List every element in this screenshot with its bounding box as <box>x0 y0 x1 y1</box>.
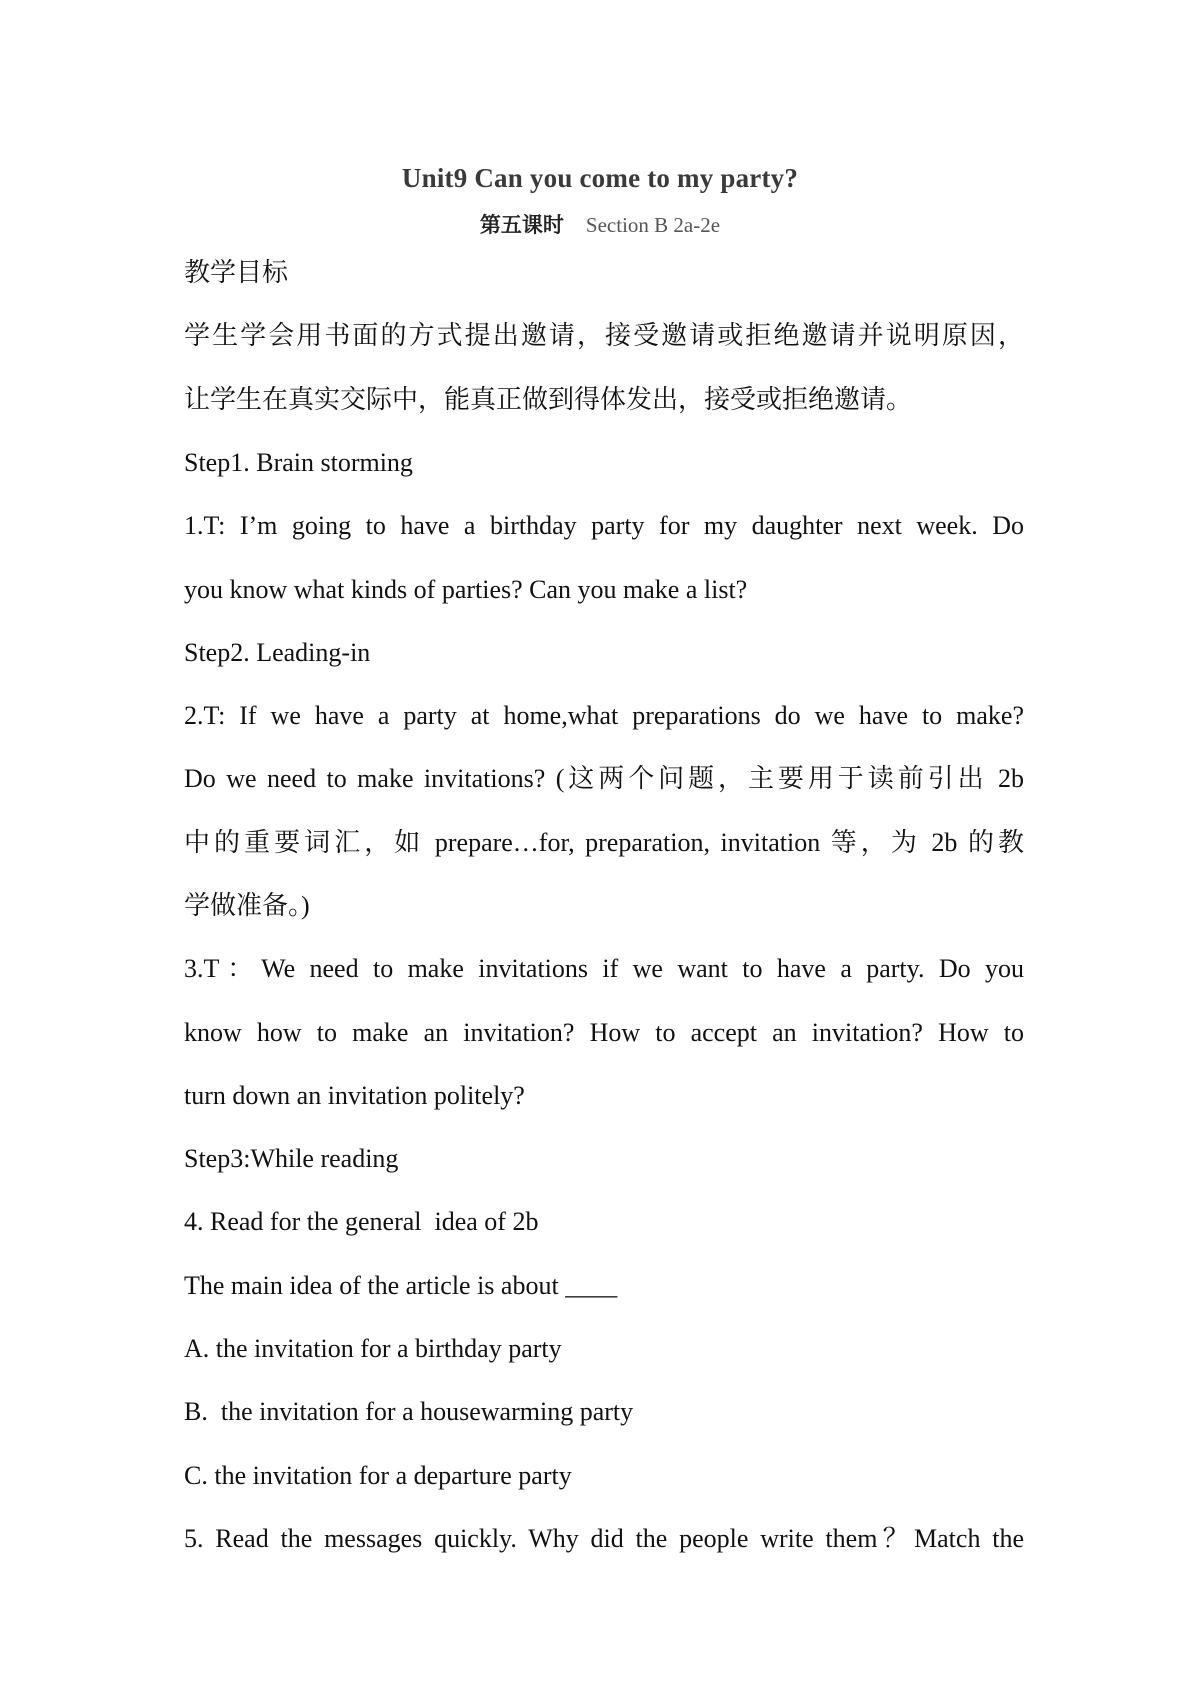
section-label: Section B 2a-2e <box>585 213 721 237</box>
question-4: 4. Read for the general idea of 2b <box>184 1207 539 1236</box>
option-c: C. the invitation for a departure party <box>184 1461 572 1490</box>
step2-paragraph-line: 中的重要词汇，如 prepare…for, preparation, invitation 等，为 2b 的教 <box>184 828 1024 857</box>
step2-paragraph-line: Do we need to make invitations? (这两个问题，主要用于读前引出 2b <box>184 764 1024 793</box>
step2-paragraph-line: 2.T: If we have a party at home,what preparations do we have to make? <box>184 701 1024 730</box>
objectives-heading: 教学目标 <box>184 258 289 287</box>
step2-paragraph-line: know how to make an invitation? How to accept an invitation? How to <box>184 1018 1024 1047</box>
document-title: Unit9 Can you come to my party? <box>401 163 799 193</box>
step2-paragraph-line: 学做准备。) <box>184 891 310 920</box>
question-4-stem: The main idea of the article is about ____ <box>184 1271 618 1300</box>
step1-paragraph-line: you know what kinds of parties? Can you make a list? <box>184 575 748 604</box>
step1-heading: Step1. Brain storming <box>184 448 413 477</box>
question-5: 5. Read the messages quickly. Why did the people write them？Match the <box>184 1524 1024 1553</box>
option-b: B. the invitation for a housewarming party <box>184 1397 634 1426</box>
step1-paragraph-line: 1.T: I’m going to have a birthday party for my daughter next week. Do <box>184 511 1024 540</box>
document-subtitle <box>0 208 1200 242</box>
lesson-label: 第五课时 <box>479 213 564 237</box>
step2-paragraph-line: turn down an invitation politely? <box>184 1081 525 1110</box>
option-a: A. the invitation for a birthday party <box>184 1334 562 1363</box>
objectives-line: 让学生在真实交际中，能真正做到得体发出，接受或拒绝邀请。 <box>184 385 913 414</box>
step3-heading: Step3:While reading <box>184 1144 399 1173</box>
step2-paragraph-line: 3.T：We need to make invitations if we want to have a party. Do you <box>184 954 1024 983</box>
objectives-line: 学生学会用书面的方式提出邀请，接受邀请或拒绝邀请并说明原因， <box>184 321 1024 350</box>
step2-heading: Step2. Leading-in <box>184 638 371 667</box>
